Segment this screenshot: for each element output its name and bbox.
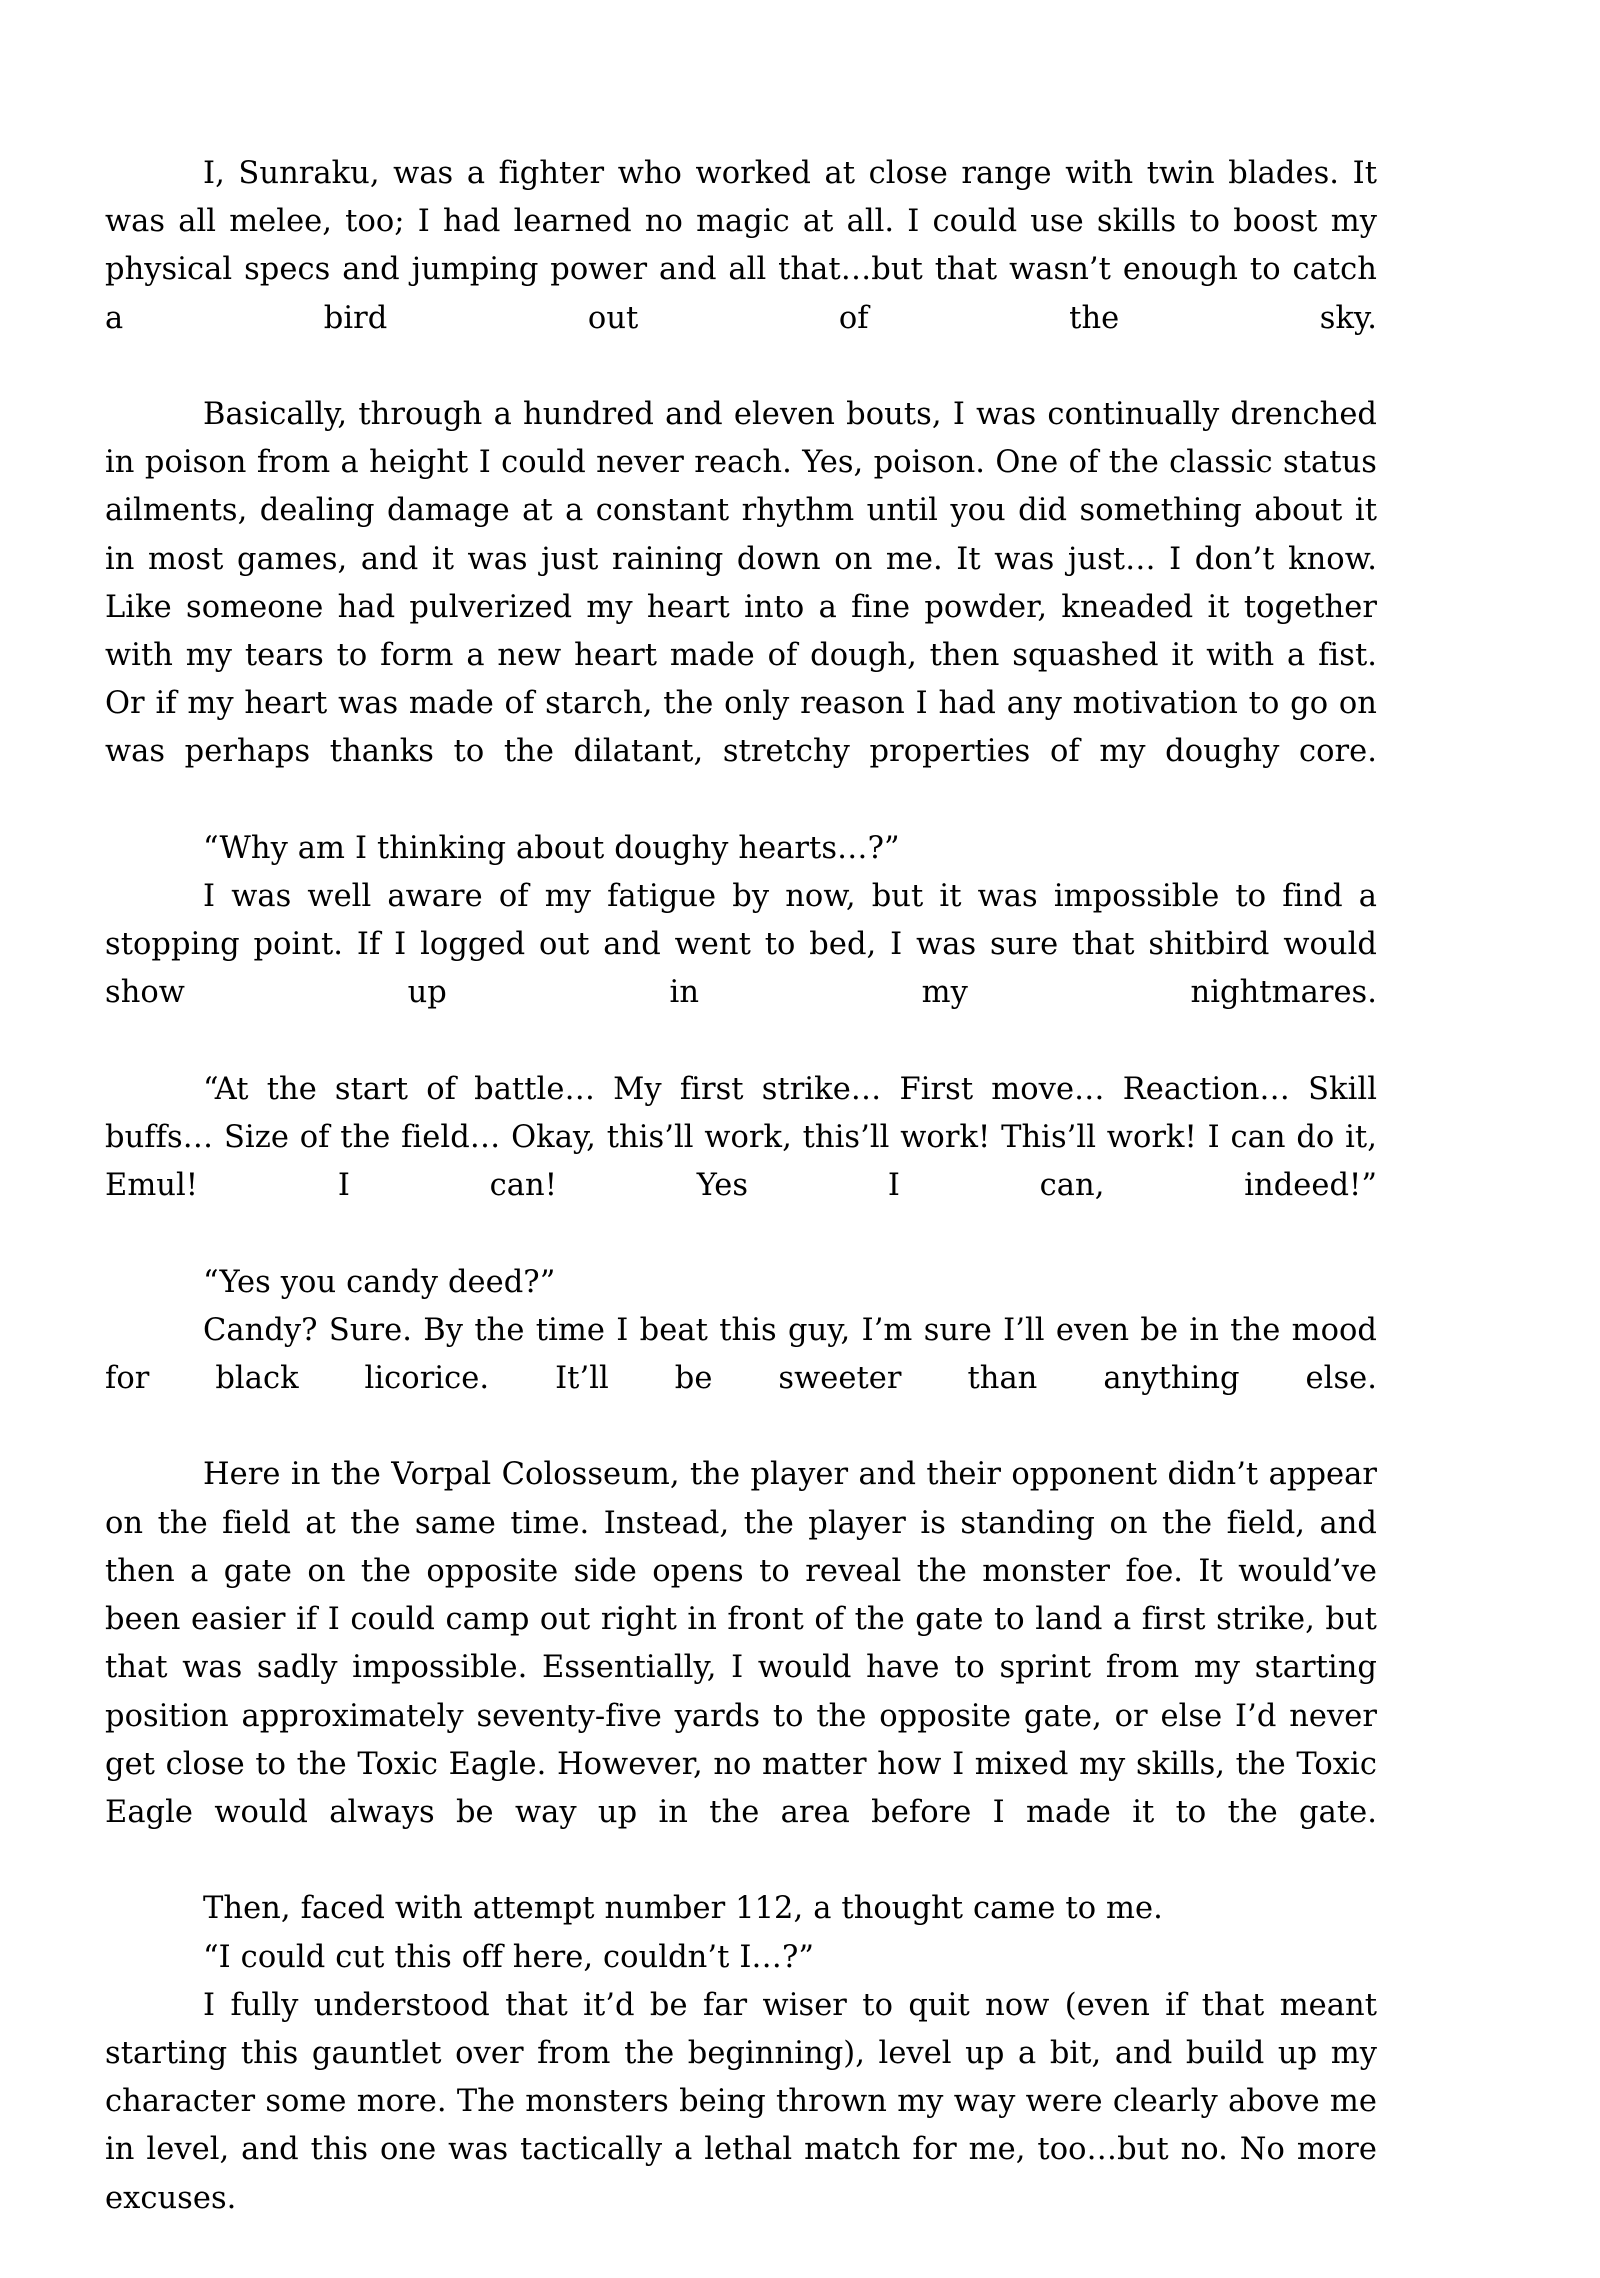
paragraph: I, Sunraku, was a fighter who worked at close range with twin blades. It was all melee, too; I had learned no magic at all. I could use skills to boost my physical specs and jumping power and all that…but that wasn’t enough to catch a bird out of the sky. [105,156,1377,336]
paragraph: Basically, through a hundred and eleven bouts, I was continually drenched in poison from a height I could never reach. Yes, poison. One of the classic status ailments, dealing damage at a constant rhythm until you did something about it in most games, and it was just raining down on me. It was just… I don’t know. Like someone had pulverized my heart into a fine powder, kneaded it together with my tears to form a new heart made of dough, then squashed it with a fist. Or if my heart was made of starch, the only reason I had any motivation to go on was perhaps thanks to the dilatant, stretchy properties of my doughy core. [105,397,1377,770]
paragraph: I was well aware of my fatigue by now, but it was impossible to find a stopping point. If I logged out and went to bed, I was sure that shitbird would show up in my nightmares. [105,879,1377,1011]
dialogue-line: “I could cut this off here, couldn’t I…?” [203,1939,815,1975]
paragraph: Here in the Vorpal Colosseum, the player and their opponent didn’t appear on the field at the same time. Instead, the player is standing on the field, and then a gate on the opposite side opens to reveal the monster foe. It would’ve been easier if I could camp out right in front of the gate to land a first strike, but that was sadly impossible. Essentially, I would have to sprint from my starting position approximately seventy-five yards to the opposite gate, or else I’d never get close to the Toxic Eagle. However, no matter how I mixed my skills, the Toxic Eagle would always be way up in the area before I made it to the gate. [105,1457,1377,1830]
paragraph: Candy? Sure. By the time I beat this guy, I’m sure I’ll even be in the mood for black licorice. It’ll be sweeter than anything else. [105,1312,1377,1397]
dialogue-line: “Why am I thinking about doughy hearts…?” [203,830,900,866]
page-text-block [105,150,1377,2271]
dialogue-line: “Yes you candy deed?” [203,1264,556,1300]
paragraph: Then, faced with attempt number 112, a thought came to me. [203,1891,1163,1927]
paragraph: I fully understood that it’d be far wiser to quit now (even if that meant starting this gauntlet over from the beginning), level up a bit, and build up my character some more. The monsters being thrown my way were clearly above me in level, and this one was tactically a lethal match for me, too…but no. No more excuses. [105,1987,1377,2216]
dialogue-line: “At the start of battle… My first strike… First move… Reaction… Skill buffs… Size of the field… Okay, this’ll work, this’ll work! This’ll work! I can do it, Emul! I can! Yes I can, indeed!” [105,1071,1377,1204]
